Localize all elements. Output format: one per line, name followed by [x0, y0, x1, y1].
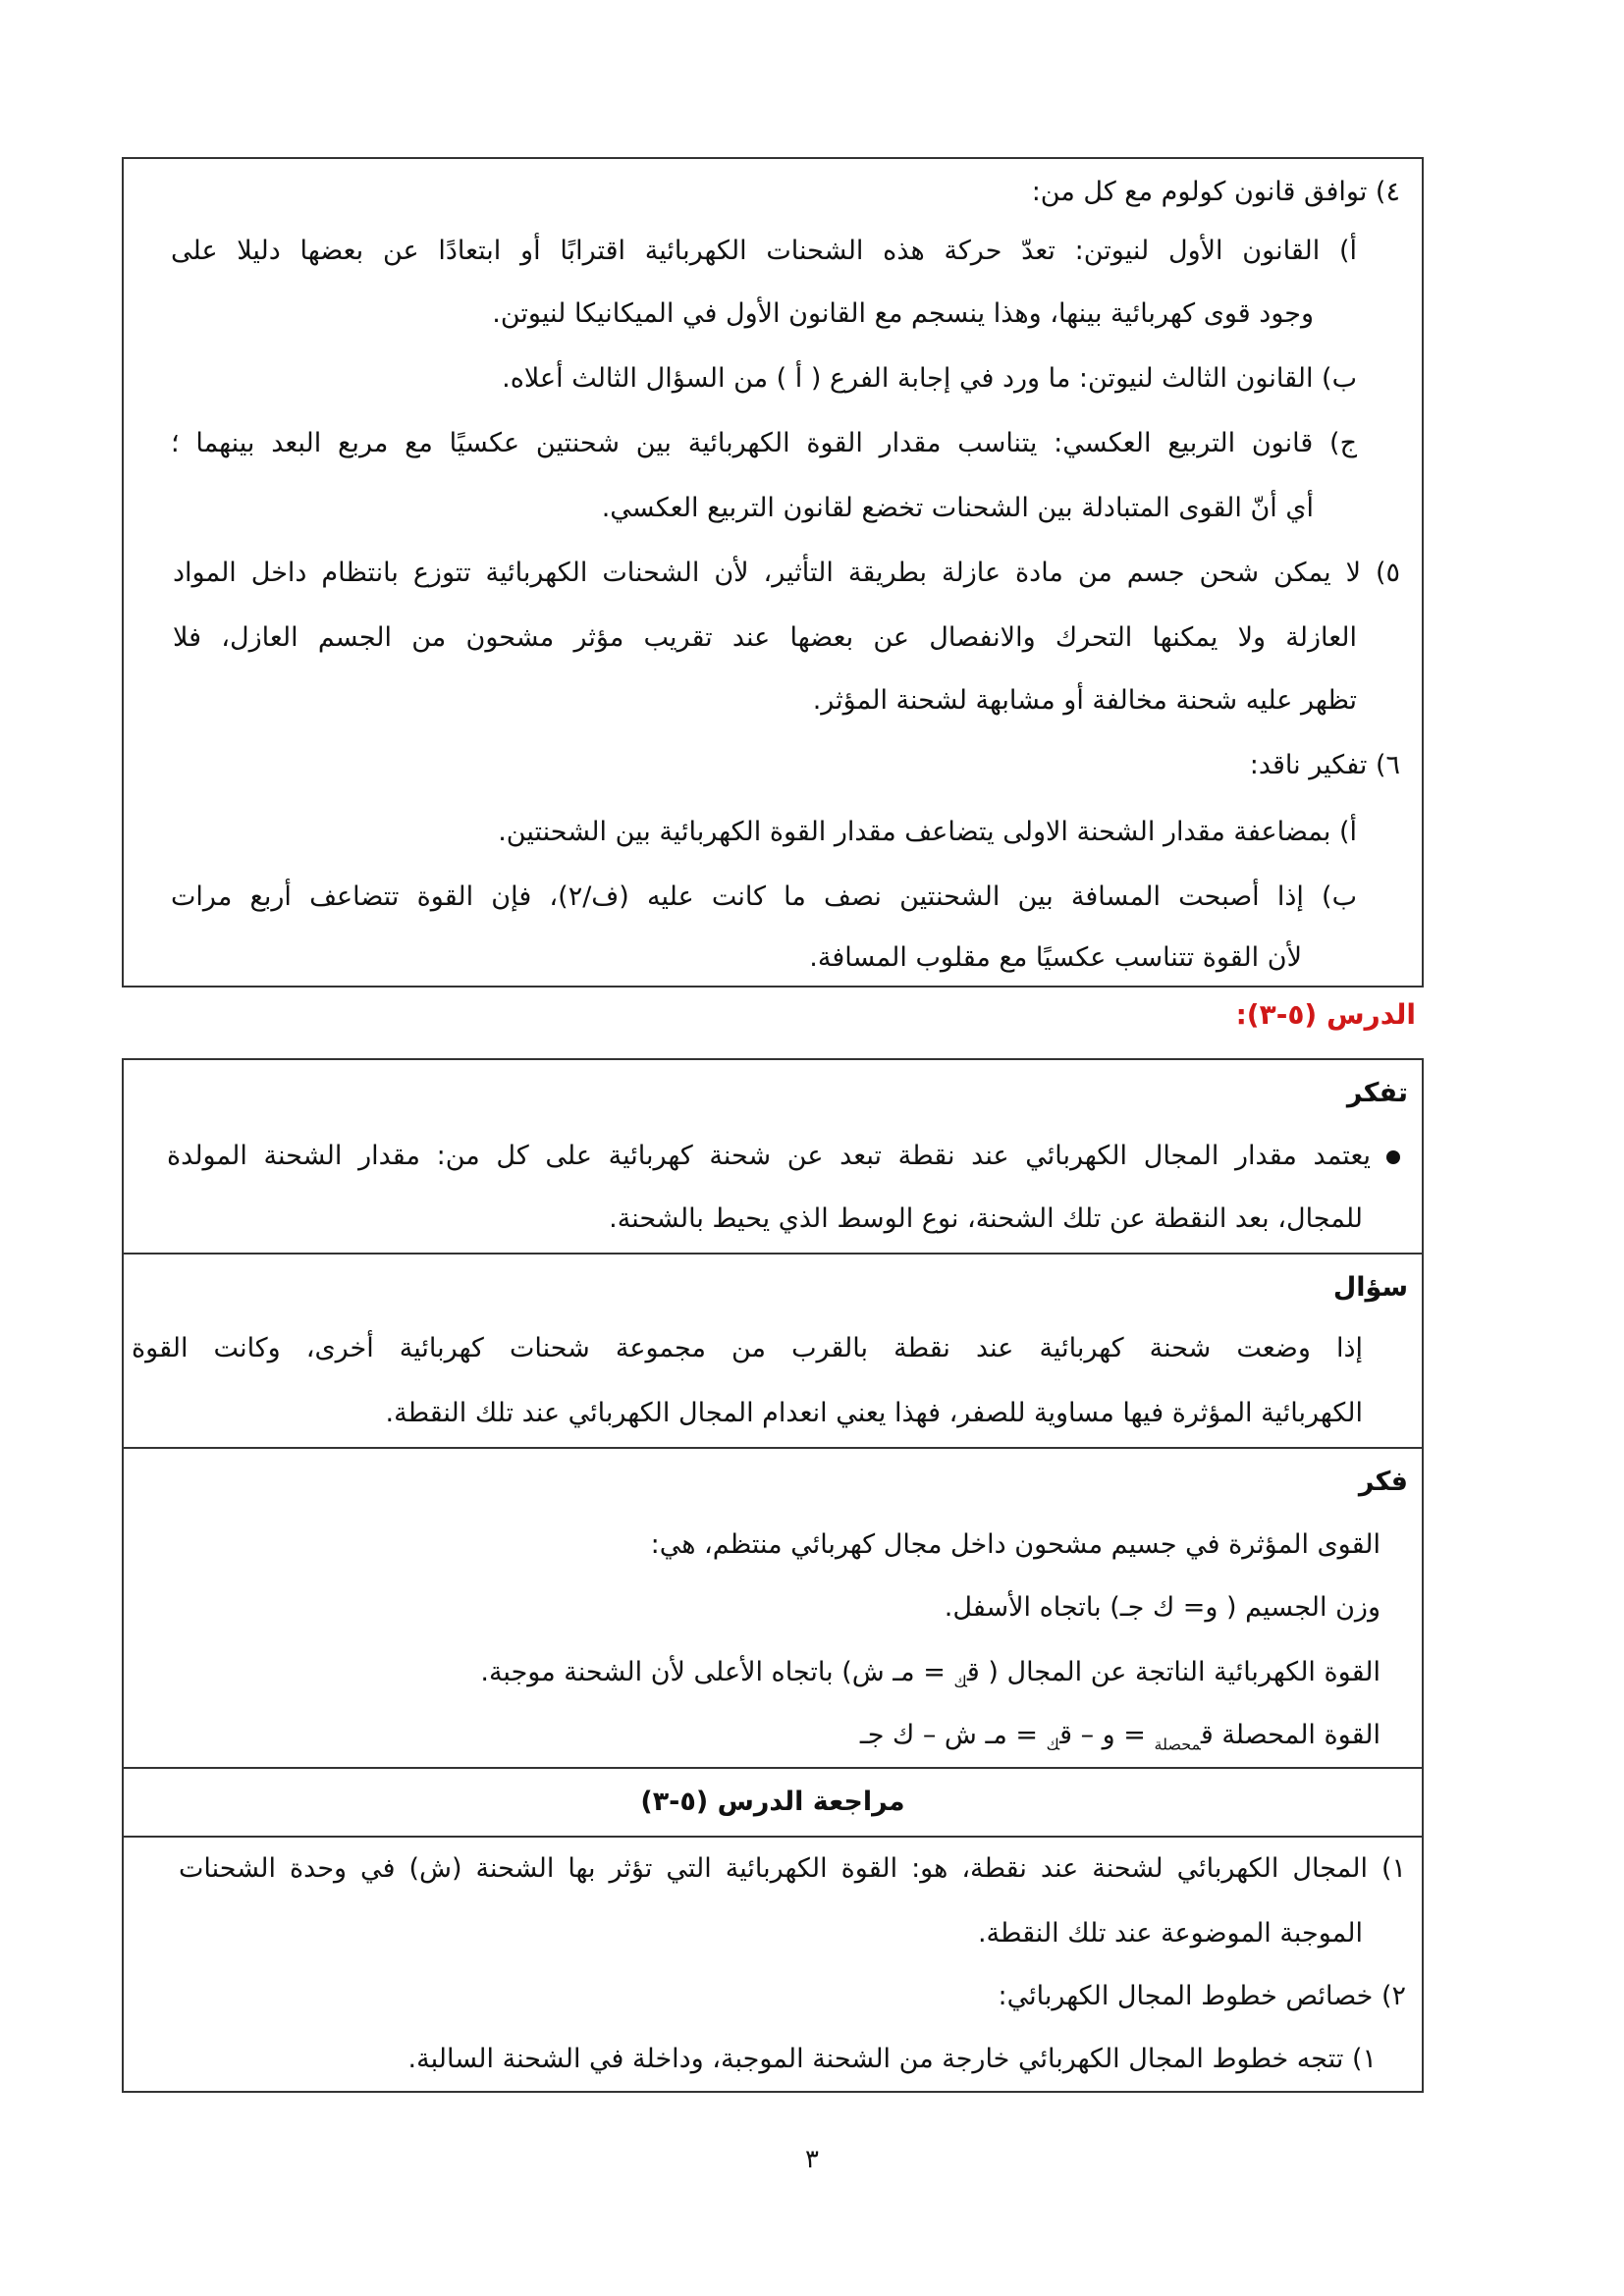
review-line3: ٢) خصائص خطوط المجال الكهربائي: — [998, 1981, 1406, 2011]
fakkir-line3-part1: القوة الكهربائية الناتجة عن المجال ( ق — [966, 1657, 1380, 1687]
fakkir-line3-part2: = مـ ش) باتجاه الأعلى لأن الشحنة موجبة. — [480, 1657, 954, 1687]
fakkir-line4-sub2: ك — [1046, 1735, 1060, 1754]
question-header: سؤال — [1332, 1272, 1408, 1303]
fakkir-line3-sub: ك — [953, 1672, 967, 1691]
lesson-title: الدرس (٥-٣): — [1235, 998, 1416, 1031]
review-line4: ١) تتجه خطوط المجال الكهربائي خارجة من الشحنة الموجبة، وداخلة في الشحنة السالبة. — [407, 2044, 1377, 2074]
divider-2 — [122, 1447, 1424, 1449]
divider-1 — [122, 1253, 1424, 1255]
think-line2: للمجال، بعد النقطة عن تلك الشحنة، نوع الوسط الذي يحيط بالشحنة. — [609, 1203, 1363, 1234]
item-5-line1: ٥) لا يمكن شحن جسم من مادة عازلة بطريقة التأثير، لأن الشحنات الكهربائية تتوزع بانتظام داخل المواد — [173, 558, 1400, 588]
bullet-icon — [1386, 1150, 1400, 1164]
item-5-line3: تظهر عليه شحنة مخالفة أو مشابهة لشحنة المؤثر. — [812, 685, 1357, 716]
item-4b: ب) القانون الثالث لنيوتن: ما ورد في إجابة الفرع ( أ ) من السؤال الثالث أعلاه. — [502, 363, 1357, 394]
fakkir-line4 — [860, 1718, 1380, 1762]
item-4-title: ٤) توافق قانون كولوم مع كل من: — [1031, 177, 1400, 207]
item-5-line2: العازلة ولا يمكنها التحرك والانفصال عن بعضها عند تقريب مؤثر مشحون من الجسم العازل، فلا — [173, 622, 1357, 653]
item-4a-line2: وجود قوى كهربائية بينها، وهذا ينسجم مع القانون الأول في الميكانيكا لنيوتن. — [492, 298, 1314, 329]
fakkir-line4-part3: = مـ ش – ك جـ — [859, 1720, 1047, 1750]
think-header: تفكر — [1346, 1078, 1408, 1108]
review-line2: الموجبة الموضوعة عند تلك النقطة. — [977, 1918, 1363, 1949]
review-line1: ١) المجال الكهربائي لشحنة عند نقطة، هو: القوة الكهربائية التي تؤثر بها الشحنة (ش) في وحدة الشحنات — [179, 1853, 1406, 1884]
think-line1 — [167, 1139, 1400, 1174]
fakkir-line4-part1: القوة المحصلة ق — [1200, 1720, 1380, 1750]
item-6b-line2: لأن القوة تتناسب عكسيًا مع مقلوب المسافة. — [809, 942, 1302, 973]
divider-4 — [122, 1836, 1424, 1838]
think-line1-text: يعتمد مقدار المجال الكهربائي عند نقطة تبعد عن شحنة كهربائية على كل من: مقدار الشحنة المولدة — [167, 1141, 1371, 1171]
fakkir-line1: القوى المؤثرة في جسيم مشحون داخل مجال كهربائي منتظم، هي: — [650, 1529, 1380, 1560]
fakkir-line3 — [480, 1655, 1380, 1699]
divider-3 — [122, 1767, 1424, 1769]
item-6b-line1: ب) إذا أصبحت المسافة بين الشحنتين نصف ما كانت عليه (ف/٢)، فإن القوة تتضاعف أربع مرات — [171, 881, 1357, 912]
item-6a: أ) بمضاعفة مقدار الشحنة الاولى يتضاعف مقدار القوة الكهربائية بين الشحنتين. — [498, 817, 1357, 847]
fakkir-header: فكر — [1358, 1467, 1408, 1497]
fakkir-line4-sub1: محصلة — [1154, 1735, 1201, 1754]
item-6-title: ٦) تفكير ناقد: — [1249, 750, 1400, 780]
question-line1: إذا وضعت شحنة كهربائية عند نقطة بالقرب من مجموعة شحنات كهربائية أخرى، وكانت القوة — [132, 1333, 1363, 1363]
review-title: مراجعة الدرس (٥-٣) — [640, 1787, 905, 1817]
answers-box — [122, 157, 1424, 988]
item-4c-line2: أي أنّ القوى المتبادلة بين الشحنات تخضع لقانون التربيع العكسي. — [601, 493, 1314, 523]
item-4c-line1: ج) قانون التربيع العكسي: يتناسب مقدار القوة الكهربائية بين شحنتين عكسيًا مع مربع البعد بينهما ؛ — [171, 428, 1357, 458]
item-4a-line1: أ) القانون الأول لنيوتن: تعدّ حركة هذه الشحنات الكهربائية اقترابًا أو ابتعادًا عن بعضها دليلا على — [171, 236, 1357, 266]
question-line2: الكهربائية المؤثرة فيها مساوية للصفر، فهذا يعني انعدام المجال الكهربائي عند تلك النقطة. — [385, 1398, 1363, 1428]
fakkir-line4-part2: = و – ق — [1059, 1720, 1155, 1750]
page-number: ٣ — [805, 2145, 819, 2174]
fakkir-line2: وزن الجسيم ( و= ك جـ) باتجاه الأسفل. — [944, 1592, 1380, 1623]
